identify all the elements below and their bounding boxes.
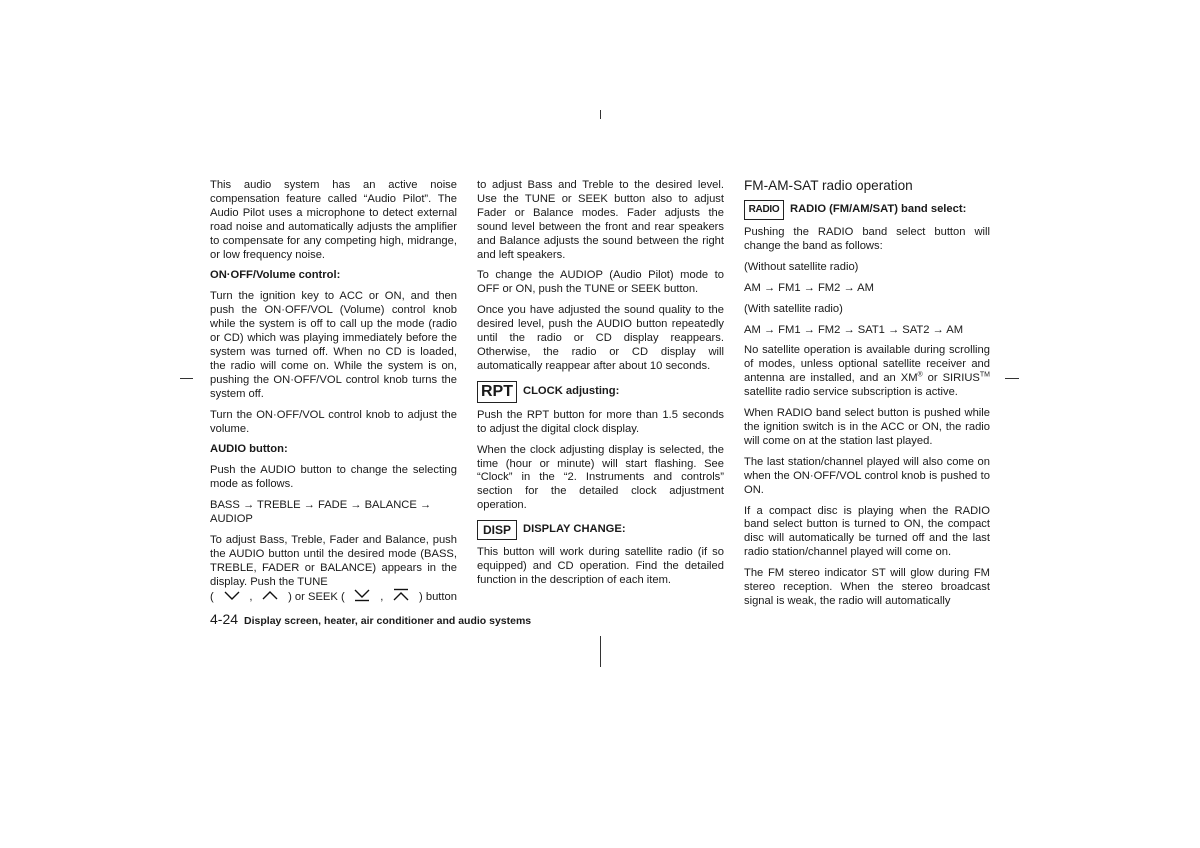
column-right bbox=[744, 178, 990, 616]
seek-text: ) or SEEK ( bbox=[288, 590, 345, 603]
onoff-paragraph-2: Turn the ON·OFF/VOL control knob to adjust the volume. bbox=[210, 408, 457, 435]
section-title: FM-AM-SAT radio operation bbox=[744, 178, 913, 193]
disp-heading: DISPLAY CHANGE: bbox=[523, 523, 626, 536]
chapter-title: Display screen, heater, air conditioner and audio systems bbox=[244, 615, 532, 627]
column-middle bbox=[477, 179, 724, 595]
clock-subheading bbox=[477, 381, 724, 403]
button-text: ) button bbox=[419, 590, 457, 603]
trademark-mark: TM bbox=[979, 371, 990, 379]
audio-heading: AUDIO button: bbox=[210, 443, 288, 456]
onoff-paragraph-1: Turn the ignition key to ACC or ON, and then push the ON·OFF/VOL (Volume) control knob while the system is off to call up the mode (radio or CD) which was playing immediately before the system was turned off. When no CD is loaded, the radio will come on. While the system is on, pushing the ON·OFF/VOL control knob turns the system off. bbox=[210, 290, 457, 400]
last-station-paragraph: The last station/channel played will also come on when the ON·OFF/VOL control knob is pushed to ON. bbox=[744, 455, 990, 496]
radio-subheading bbox=[744, 200, 990, 220]
registered-mark: ® bbox=[917, 371, 923, 379]
bottom-center-mark bbox=[600, 636, 601, 667]
audio-sequence: BASS → TREBLE → FADE → BALANCE → AUDIOP bbox=[210, 499, 432, 526]
audio-paragraph-2: To adjust Bass, Treble, Fader and Balance, push the AUDIO button until the desired mode (BASS, TREBLE, FADER or BALANCE) appears in the display. Push the TUNE bbox=[210, 533, 457, 588]
disp-button-label: DISP bbox=[477, 520, 517, 540]
comma-1: , bbox=[249, 590, 253, 603]
audiop-paragraph: To change the AUDIOP (Audio Pilot) mode to OFF or ON, push the TUNE or SEEK button. bbox=[477, 269, 724, 296]
without-satellite-label: (Without satellite radio) bbox=[744, 260, 859, 273]
audio-return-paragraph: Once you have adjusted the sound quality to the desired level, push the AUDIO button repeatedly until the radio or CD display reappears. Otherwise, the radio or CD display will automatically reappear after about 10 seconds. bbox=[477, 304, 724, 372]
tune-down-icon bbox=[223, 589, 241, 606]
tune-seek-line bbox=[210, 590, 457, 606]
band-paragraph: Pushing the RADIO band select button will change the band as follows: bbox=[744, 226, 990, 252]
paren-open: ( bbox=[210, 590, 214, 603]
radio-button-label: RADIO bbox=[744, 200, 784, 220]
band-sequence-2: AM → FM1 → FM2 → SAT1 → SAT2 → AM bbox=[744, 323, 964, 336]
satellite-text-b: or SIRIUS bbox=[922, 372, 980, 385]
rpt-button-label: RPT bbox=[477, 381, 517, 403]
radio-on-paragraph: When RADIO band select button is pushed while the ignition switch is in the ACC or ON, the radio will come on at the station last played. bbox=[744, 407, 990, 447]
tune-up-icon bbox=[261, 589, 279, 606]
right-margin-mark bbox=[1005, 378, 1019, 379]
audio-paragraph-1: Push the AUDIO button to change the selecting mode as follows. bbox=[210, 464, 457, 491]
seek-down-icon bbox=[353, 588, 371, 607]
comma-2: , bbox=[380, 590, 384, 603]
bass-treble-paragraph: to adjust Bass and Treble to the desired level. Use the TUNE or SEEK button also to adjust Fader or Balance modes. Fader adjusts the sound level between the front and rear speakers and Balance adjusts the sound between the right and left speakers. bbox=[477, 179, 724, 261]
radio-heading: RADIO (FM/AM/SAT) band select: bbox=[790, 203, 967, 216]
with-satellite-label: (With satellite radio) bbox=[744, 302, 843, 315]
disp-paragraph: This button will work during satellite radio (if so equipped) and CD operation. Find the detailed function in the description of each item. bbox=[477, 546, 724, 586]
clock-paragraph-1: Push the RPT button for more than 1.5 seconds to adjust the digital clock display. bbox=[477, 408, 724, 435]
satellite-paragraph bbox=[744, 344, 990, 400]
page-footer bbox=[210, 611, 531, 629]
fm-stereo-paragraph: The FM stereo indicator ST will glow during FM stereo reception. When the stereo broadcast signal is weak, the radio will automatically bbox=[744, 567, 990, 607]
top-center-mark bbox=[600, 110, 601, 119]
disp-subheading bbox=[477, 520, 724, 540]
page-number: 4-24 bbox=[210, 611, 239, 627]
clock-heading: CLOCK adjusting: bbox=[523, 384, 620, 397]
clock-paragraph-2: When the clock adjusting display is selected, the time (hour or minute) will start flashing. See “Clock” in the “2. Instruments and controls” section for the detailed clock adjustment operation. bbox=[477, 443, 724, 512]
intro-paragraph: This audio system has an active noise compensation feature called “Audio Pilot”. The Audio Pilot uses a microphone to detect external road noise and automatically adjusts the amplifier to compensate for any competing high, midrange, or low frequency noise. bbox=[210, 179, 457, 261]
seek-up-icon bbox=[392, 588, 410, 607]
satellite-text-a: No satellite operation is available during scrolling of modes, unless optional satellite receiver and antenna are installed, and an XM bbox=[744, 344, 990, 385]
satellite-text-c: satellite radio service subscription is active. bbox=[744, 386, 958, 399]
band-sequence-1: AM → FM1 → FM2 → AM bbox=[744, 281, 874, 294]
column-left bbox=[210, 179, 457, 606]
compact-disc-paragraph: If a compact disc is playing when the RADIO band select button is turned to ON, the compact disc will automatically be turned off and the last radio station/channel played will come on. bbox=[744, 504, 990, 559]
onoff-heading: ON·OFF/Volume control: bbox=[210, 269, 341, 282]
left-margin-mark bbox=[180, 378, 193, 379]
